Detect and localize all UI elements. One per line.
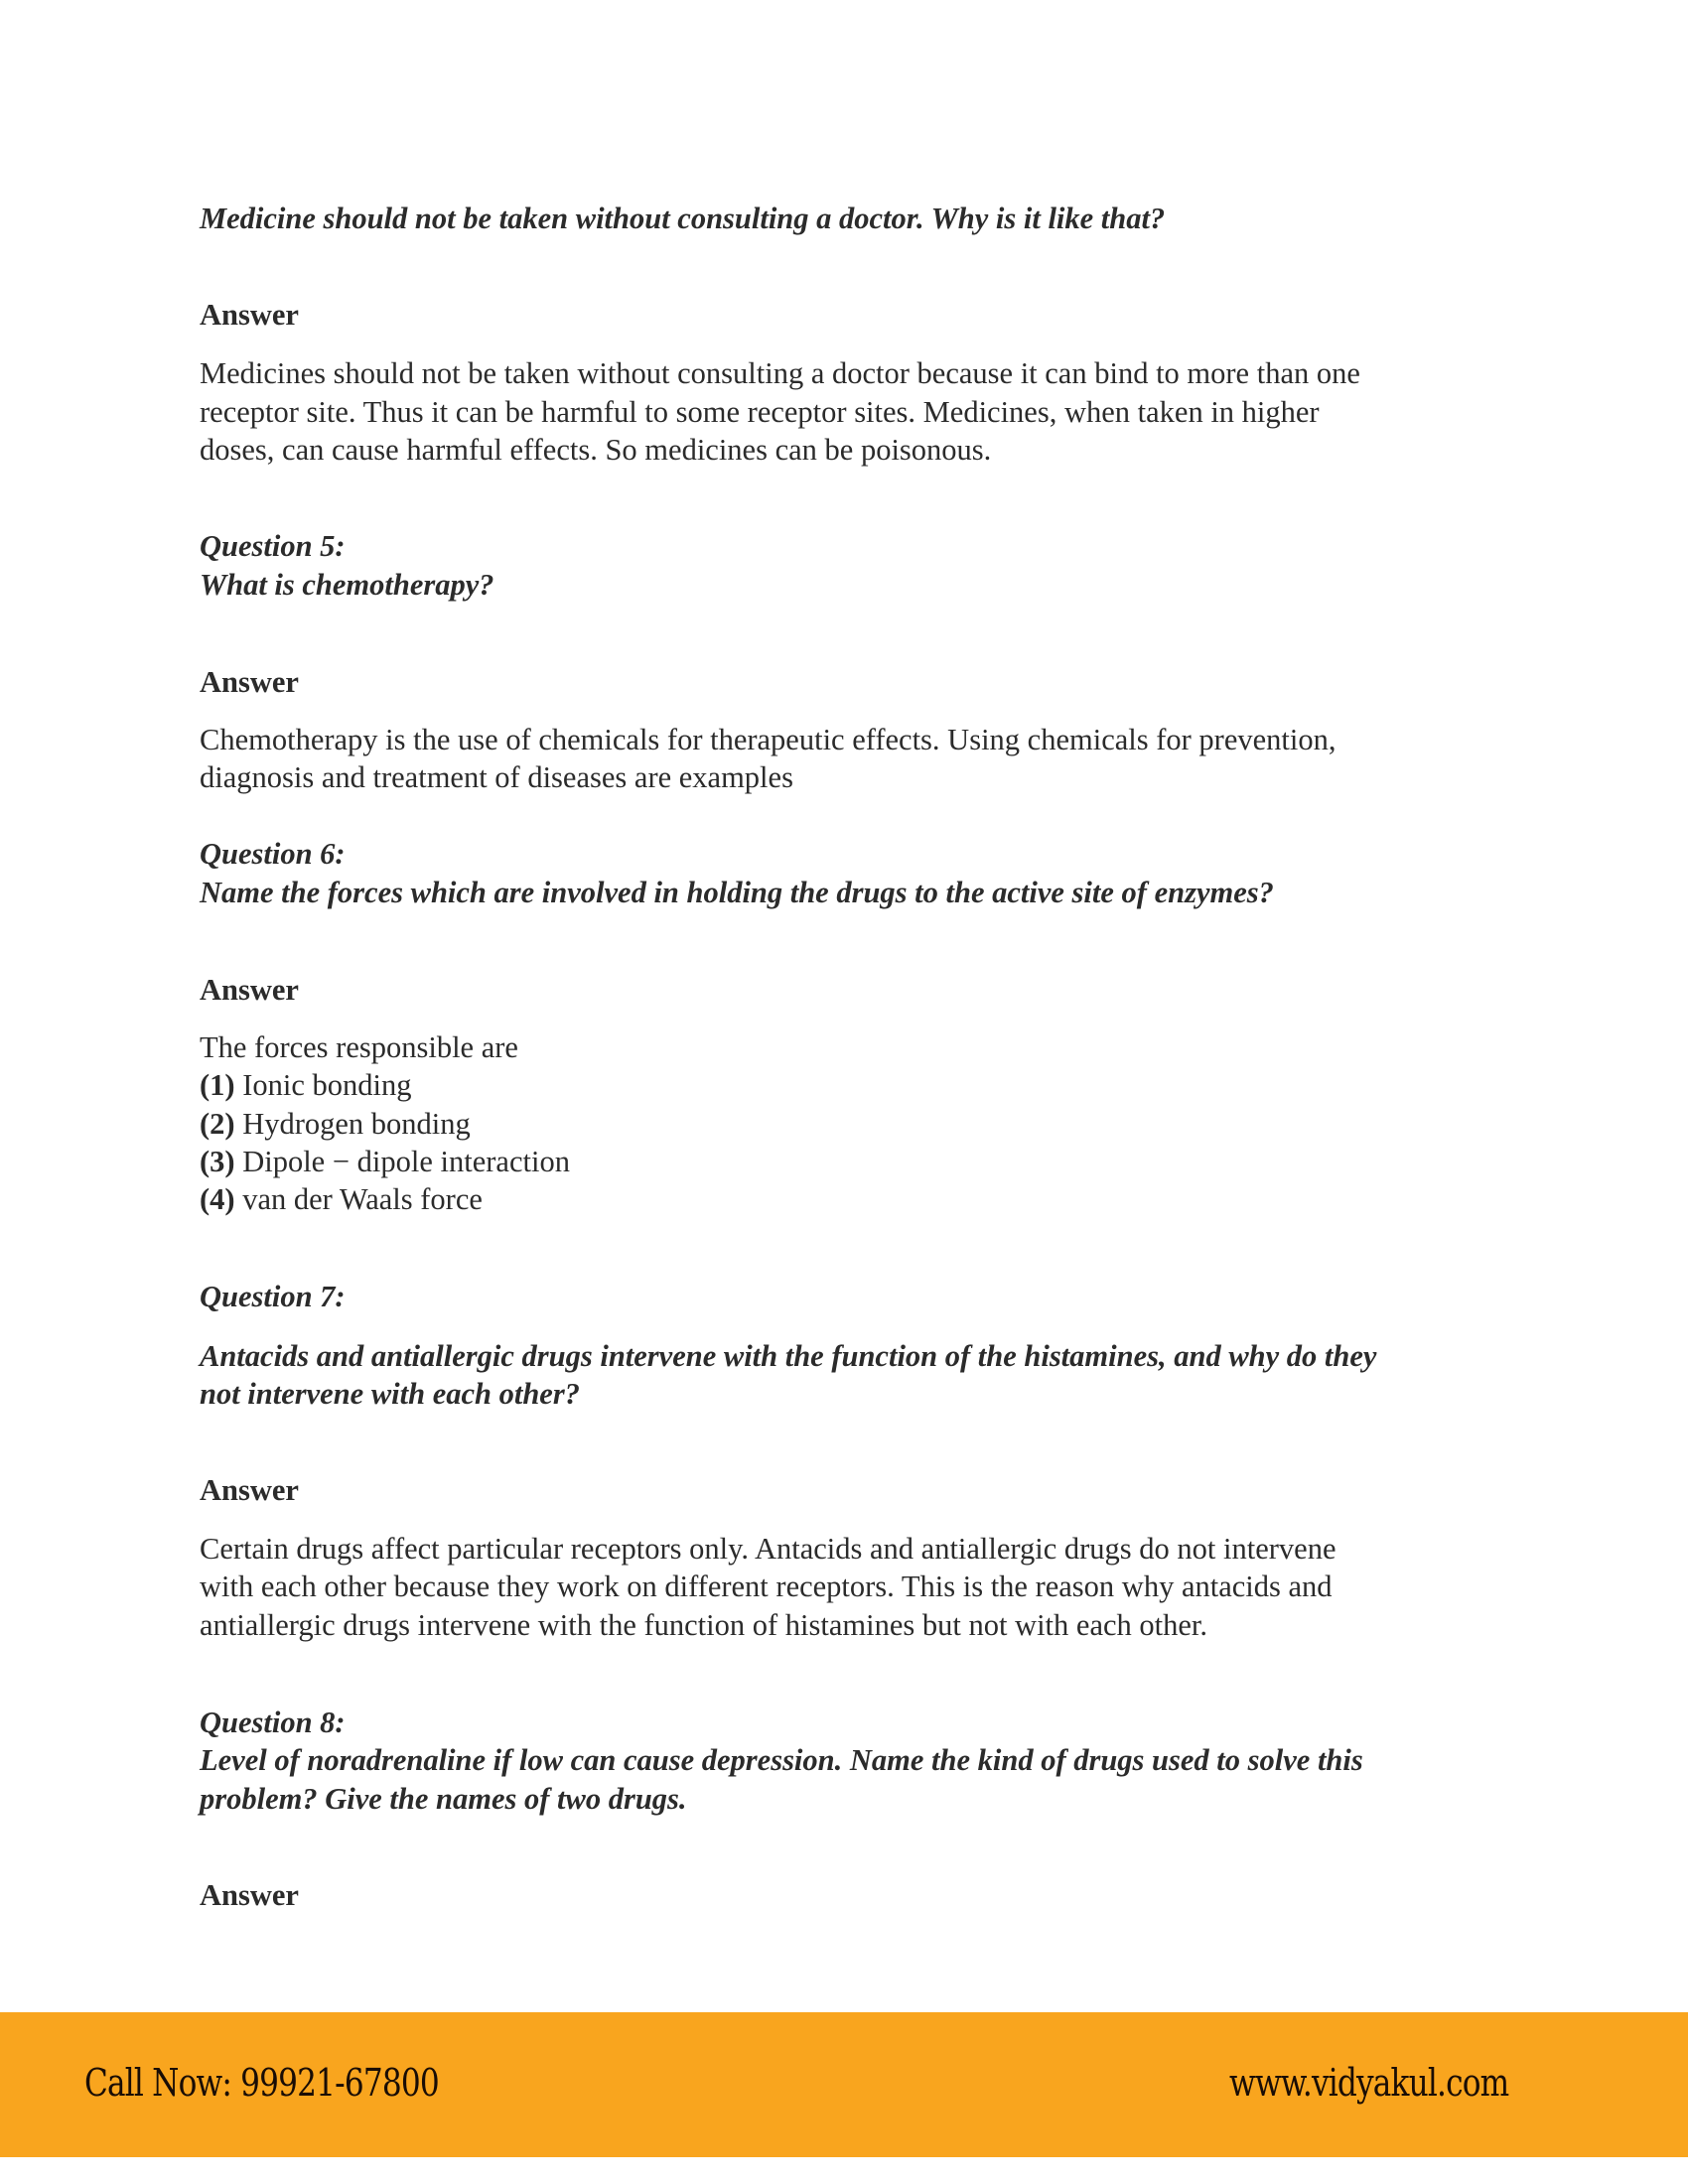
- force-text: Dipole − dipole interaction: [234, 1145, 570, 1178]
- answer-label: Answer: [200, 1878, 299, 1912]
- force-number: (3): [200, 1145, 235, 1178]
- answer-label: Answer: [200, 1473, 299, 1507]
- question-8-text: Level of noradrenaline if low can cause depression. Name the kind of drugs used to solve this: [200, 1743, 1363, 1777]
- call-now-text: Call Now: 99921-67800: [84, 2061, 439, 2105]
- force-item-4: [200, 1180, 483, 1218]
- question-7-label: Question 7:: [200, 1280, 346, 1313]
- footer-banner: [0, 2012, 1688, 2157]
- answer-label: Answer: [200, 298, 299, 332]
- answer-line: Certain drugs affect particular receptors only. Antacids and antiallergic drugs do not intervene: [200, 1532, 1336, 1566]
- question-5-text: What is chemotherapy?: [200, 568, 494, 602]
- website-link[interactable]: www.vidyakul.com: [1229, 2061, 1509, 2105]
- answer-line: antiallergic drugs intervene with the function of histamines but not with each other.: [200, 1608, 1208, 1642]
- question-4-text: Medicine should not be taken without consulting a doctor. Why is it like that?: [200, 202, 1166, 235]
- answer-label: Answer: [200, 973, 299, 1007]
- answer-line: receptor site. Thus it can be harmful to some receptor sites. Medicines, when taken in higher: [200, 395, 1320, 429]
- answer-intro: The forces responsible are: [200, 1030, 518, 1064]
- force-number: (1): [200, 1068, 235, 1102]
- question-6-label: Question 6:: [200, 837, 346, 871]
- force-text: van der Waals force: [234, 1182, 483, 1216]
- question-8-label: Question 8:: [200, 1706, 346, 1739]
- force-item-1: [200, 1066, 411, 1104]
- question-7-text: not intervene with each other?: [200, 1377, 580, 1411]
- force-number: (2): [200, 1107, 235, 1141]
- answer-line: with each other because they work on different receptors. This is the reason why antacids and: [200, 1570, 1333, 1603]
- force-number: (4): [200, 1182, 235, 1216]
- answer-line: doses, can cause harmful effects. So medicines can be poisonous.: [200, 433, 992, 467]
- answer-line: Chemotherapy is the use of chemicals for therapeutic effects. Using chemicals for prevention,: [200, 723, 1336, 756]
- force-text: Hydrogen bonding: [234, 1107, 471, 1141]
- answer-label: Answer: [200, 665, 299, 699]
- answer-line: diagnosis and treatment of diseases are examples: [200, 760, 793, 794]
- question-5-label: Question 5:: [200, 529, 346, 563]
- answer-line: Medicines should not be taken without consulting a doctor because it can bind to more than one: [200, 356, 1360, 390]
- force-item-3: [200, 1143, 570, 1180]
- question-7-text: Antacids and antiallergic drugs intervene with the function of the histamines, and why do they: [200, 1339, 1377, 1373]
- force-item-2: [200, 1105, 471, 1143]
- force-text: Ionic bonding: [234, 1068, 412, 1102]
- question-8-text: problem? Give the names of two drugs.: [200, 1782, 687, 1816]
- question-6-text: Name the forces which are involved in holding the drugs to the active site of enzymes?: [200, 876, 1274, 909]
